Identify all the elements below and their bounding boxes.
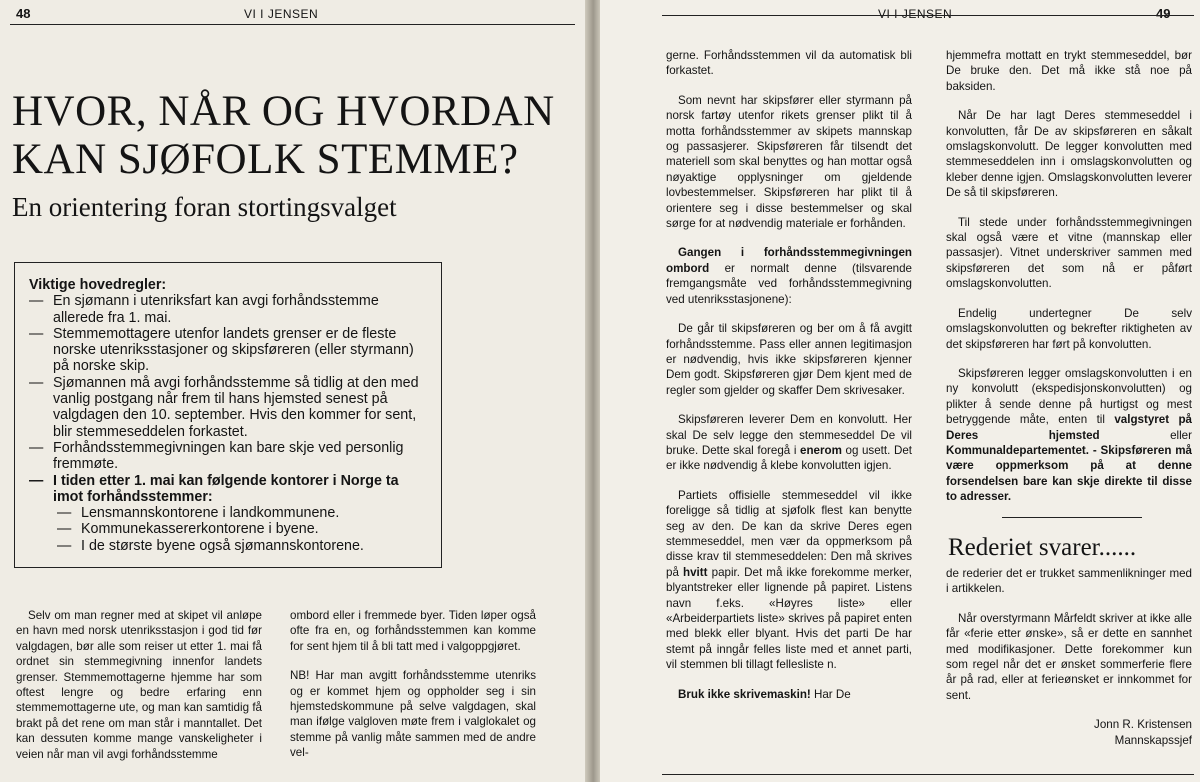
paragraph: Som nevnt har skipsfører eller styrmann på norsk fartøy utenfor rikets grenser plikt til å motta forhåndsstemmer av skipets mannskap og passasjerer. Skipsføreren får tilsendt det materiell som skal benyttes og han mottar også nøyaktige opplysninger om gjeldende lovbestemmelser. Skipsføreren har plikt til å orientere seg i disse bestemmelser og skal sørge for at nødvendig materiale er forhånden. — [666, 93, 912, 231]
signature-name: Jonn R. Kristensen — [1094, 718, 1192, 732]
paragraph: Når De har lagt Deres stemmeseddel i konvolutten, får De av skipsføreren en såkalt omslagskonvolutt. De legger konvolutten med stemmeseddelen inn i omslagskonvolutten og kleber denne igjen. Omslagskonvolutten leverer De så til skipsføreren. — [946, 109, 1192, 200]
paragraph: Skipsføreren legger omslagskonvolutten i en ny konvolutt (ekspedisjonskonvolutten) og plikter å sende denne på hurtigst og mest betryggende måte, enten til valgstyret på Deres hjemsted eller Kommunaldepartementet. - Skipsføreren må være oppmerksom på at denne forsendelsen bare kan skje direkte til disse to adresser. — [946, 366, 1193, 504]
paragraph: Bruk ikke skrivemaskin! Har De — [678, 687, 851, 701]
body-column-4 — [946, 48, 1192, 519]
paragraph: Endelig undertegner De selv omslagskonvolutten og bekrefter riktigheten av det skipsføreren har ført på konvolutten. — [946, 306, 1192, 351]
rule-item: — Sjømannen må avgi forhåndsstemme så tidlig at den med vanlig postgang når frem til hans hjemsted senest på valgdagen den 10. september. Hvis den kommer for sent, blir stemmeseddelen forkastet. — [29, 374, 419, 440]
paragraph: Til stede under forhåndsstemmegivningen skal også være et vitne (mannskap eller passasjer). Vitnet underskriver sammen med skipsføreren det som nå er påført omslagskonvolutten. — [946, 215, 1192, 291]
paragraph: de rederier det er trukket sammenlikninger med i artikkelen. — [946, 567, 1192, 596]
subheadline: En orientering foran stortingsvalget — [12, 192, 397, 222]
body-column-1 — [16, 608, 262, 776]
box-title: Viktige hovedregler: — [29, 277, 167, 293]
page-number: 48 — [16, 6, 31, 21]
running-head: VI I JENSEN — [878, 7, 953, 21]
header-rule — [10, 24, 575, 25]
paragraph: De går til skipsføreren og ber om å få avgitt forhåndsstemme. Pass eller annen legitimasjon er nødvendig, hvis ikke skipsføreren kjenner Dem godt. Skipsføreren gjør Dem kjent med de regler som gjelder og skaffer Dem skrivesaker. — [666, 322, 912, 397]
rule-item: — En sjømann i utenriksfart kan avgi forhåndsstemme allerede fra 1. mai. — [29, 293, 379, 326]
signature-title: Mannskapssjef — [1114, 733, 1192, 747]
office-item: — I de største byene også sjømannskontorene. — [57, 537, 364, 554]
footer-rule — [662, 774, 1194, 775]
paragraph: NB! Har man avgitt forhåndsstemme utenriks og er kommet hjem og oppholder seg i sin hjemstedskommune på selve valgdagen, skal man ifølge valgloven møte frem i valglokalet og stemme på vanlig måte sammen med de andre vel- — [290, 669, 536, 760]
paragraph: ombord eller i fremmede byer. Tiden løper også ofte fra en, og forhåndsstemmen kan komme for sent hjem til å bli tatt med i valgoppgjøret. — [290, 609, 536, 653]
paragraph: Selv om man regner med at skipet vil anløpe en havn med norsk utenriksstasjon i god tid før valgdagen, bør alle som reiser ut etter 1. mai få ordnet sin stemmegivning innenfor landets grenser. Stemmemottagerne hjemme har som oftest lengre og bedre erfaring enn stemmemottagerne ute, og man kan samtidig få brakt på det rene om man står i manntallet. Det kan dessuten komme mange vanskeligheter i veien når man vil avgi forhåndsstemme — [16, 609, 262, 761]
left-page — [0, 0, 585, 782]
office-item: — Lensmannskontorene i landkommunene. — [57, 505, 340, 522]
running-head: VI I JENSEN — [244, 7, 319, 21]
section-divider — [1002, 517, 1142, 518]
headline — [12, 88, 572, 184]
office-item: — Kommunekassererkontorene i byene. — [57, 521, 319, 538]
paragraph: gerne. Forhåndsstemmen vil da automatisk bli forkastet. — [666, 49, 912, 78]
body-column-2 — [290, 608, 536, 775]
paragraph: Når overstyrmann Mårfeldt skriver at ikke alle får «ferie etter ønske», så er dette en sannhet med modifikasjoner. Dette forekommer kun som regel når det er ønsket sommerferie flere år på rad, eller at ferieønsket er innkommet for sent. — [946, 611, 1192, 702]
header-rule — [662, 15, 1194, 16]
headline-line-2: KAN SJØFOLK STEMME? — [12, 136, 519, 183]
rule-item: — Stemmemottagere utenfor landets grenser er de fleste norske utenriksstasjoner og skipsføreren (eller styrmann) på norske skip. — [29, 325, 414, 375]
rule-item: — I tiden etter 1. mai kan følgende kontorer i Norge ta imot forhåndsstemmer: — [29, 472, 399, 505]
body-column-4-continued — [946, 566, 1192, 762]
key-rules-box — [14, 262, 442, 568]
paragraph: Gangen i forhåndsstemmegivningen ombord er normalt denne (tilsvarende fremgangsmåte ved forhåndsstemmegivning ved utenriksstasjonene): — [666, 246, 912, 306]
book-gutter — [585, 0, 600, 782]
paragraph: Partiets offisielle stemmeseddel vil ikke foreligge så tidlig at sjøfolk flest kan benytte seg av den. De kan da skrive Deres egen stemmeseddel, men vær da oppmerksom på disse krav til stemmeseddelen: Den må skrives på hvitt papir. Det må ikke forekomme merker, blyantstreker eller lignende på papiret. Listens navn f.eks. «Høyres liste» eller «Arbeiderpartiets liste» skrives på papiret enten med blekk eller blyant. Hvis det parti De har stemt på inngår felles liste med et annet parti, vil stemmen bli tillagt fellesliste n. — [666, 488, 913, 672]
paragraph: hjemmefra mottatt en trykt stemmeseddel, bør De bruke den. Det må ikke stå noe på baksiden. — [946, 49, 1192, 93]
headline-line-1: HVOR, NÅR OG HVORDAN — [12, 88, 555, 135]
paragraph: Skipsføreren leverer Dem en konvolutt. Her skal De selv legge den stemmeseddel De vil bruke. Dette skal foregå i enerom og usett. Det er ikke nødvendig å klebe konvolutten igjen. — [666, 413, 912, 473]
page-number: 49 — [1156, 6, 1171, 21]
rule-item: — Forhåndsstemmegivningen kan bare skje ved personlig fremmøte. — [29, 439, 404, 473]
section-title: Rederiet svarer...... — [948, 534, 1137, 561]
body-column-3 — [666, 48, 912, 716]
